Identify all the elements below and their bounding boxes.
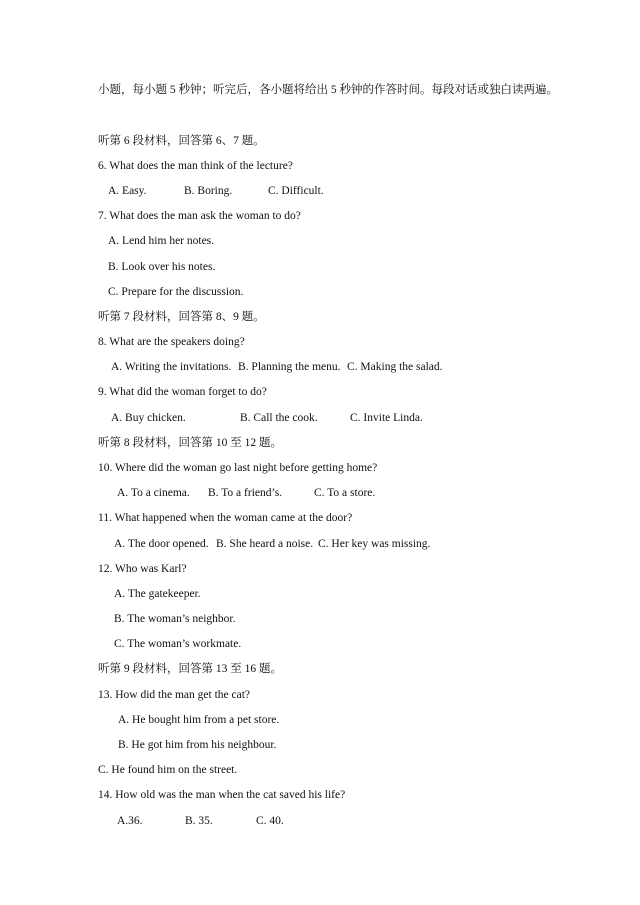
q6-option-c: C. Difficult. xyxy=(268,185,324,197)
q12-option-a: A. The gatekeeper. xyxy=(114,588,201,600)
q7-option-c: C. Prepare for the discussion. xyxy=(108,286,244,298)
question-6: 6. What does the man think of the lecture? xyxy=(98,160,293,172)
question-11: 11. What happened when the woman came at the door? xyxy=(98,512,353,524)
q12-option-c: C. The woman’s workmate. xyxy=(114,638,242,650)
q6-option-a: A. Easy. xyxy=(108,185,147,197)
q11-option-c: C. Her key was missing. xyxy=(318,538,431,550)
section-heading-7: 听第 7 段材料，回答第 8、9 题。 xyxy=(98,311,265,323)
q10-option-b: B. To a friend’s. xyxy=(208,487,283,499)
q8-option-b: B. Planning the menu. xyxy=(238,361,341,373)
question-7: 7. What does the man ask the woman to do? xyxy=(98,210,301,222)
q14-option-b: B. 35. xyxy=(185,815,213,827)
q6-option-b: B. Boring. xyxy=(184,185,233,197)
section-heading-8: 听第 8 段材料，回答第 10 至 12 题。 xyxy=(98,437,282,449)
intro-text: 小题，每小题 5 秒钟；听完后，各小题将给出 5 秒钟的作答时间。每段对话或独白读两遍。 xyxy=(98,84,558,96)
section-heading-9: 听第 9 段材料，回答第 13 至 16 题。 xyxy=(98,663,282,675)
q11-option-a: A. The door opened. xyxy=(114,538,209,550)
q14-option-a: A.36. xyxy=(117,815,143,827)
q7-option-b: B. Look over his notes. xyxy=(108,261,216,273)
q10-option-a: A. To a cinema. xyxy=(117,487,190,499)
section-heading-6: 听第 6 段材料，回答第 6、7 题。 xyxy=(98,135,265,147)
question-9: 9. What did the woman forget to do? xyxy=(98,386,267,398)
question-10: 10. Where did the woman go last night before getting home? xyxy=(98,462,378,474)
q12-option-b: B. The woman’s neighbor. xyxy=(114,613,236,625)
question-14: 14. How old was the man when the cat saved his life? xyxy=(98,789,346,801)
q8-option-c: C. Making the salad. xyxy=(347,361,443,373)
q11-option-b: B. She heard a noise. xyxy=(216,538,314,550)
q13-option-b: B. He got him from his neighbour. xyxy=(118,739,277,751)
question-12: 12. Who was Karl? xyxy=(98,563,187,575)
q9-option-b: B. Call the cook. xyxy=(240,412,318,424)
q10-option-c: C. To a store. xyxy=(314,487,376,499)
q7-option-a: A. Lend him her notes. xyxy=(108,235,215,247)
question-8: 8. What are the speakers doing? xyxy=(98,336,245,348)
question-13: 13. How did the man get the cat? xyxy=(98,689,251,701)
q9-option-c: C. Invite Linda. xyxy=(350,412,423,424)
q13-option-a: A. He bought him from a pet store. xyxy=(118,714,280,726)
q13-option-c: C. He found him on the street. xyxy=(98,764,238,776)
q14-option-c: C. 40. xyxy=(256,815,284,827)
q8-option-a: A. Writing the invitations. xyxy=(111,361,232,373)
q9-option-a: A. Buy chicken. xyxy=(111,412,186,424)
